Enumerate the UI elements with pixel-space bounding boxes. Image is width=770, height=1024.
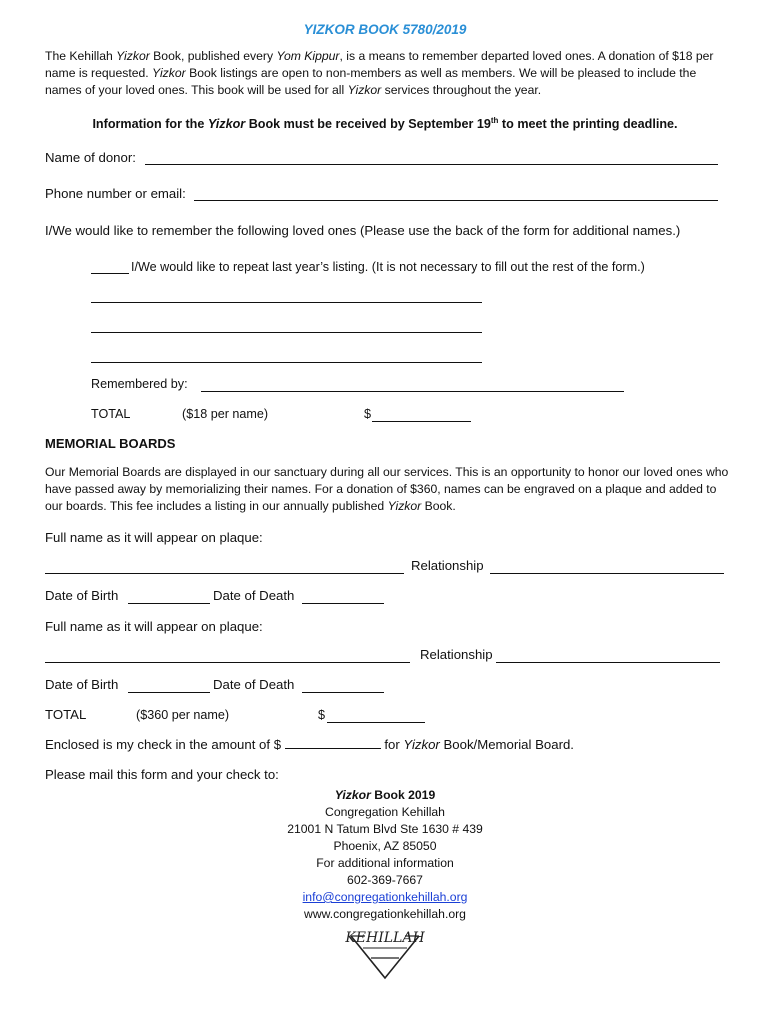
- email-link[interactable]: info@congregationkehillah.org: [302, 890, 468, 904]
- donor-field[interactable]: [145, 164, 718, 165]
- address-street: 21001 N Tatum Blvd Ste 1630 # 439: [287, 822, 483, 836]
- mail-label: Please mail this form and your check to:: [45, 767, 279, 782]
- fullname-field[interactable]: [45, 573, 404, 574]
- donor-label: Name of donor:: [45, 150, 136, 165]
- dod-label: Date of Death: [213, 677, 295, 692]
- deadline-notice: Information for the Yizkor Book must be received by September 19th to meet the printing deadline.: [92, 116, 678, 132]
- loved-one-line[interactable]: [91, 362, 482, 363]
- memorial-total-rate: ($360 per name): [136, 708, 230, 722]
- enclosed-text: Enclosed is my check in the amount of $ for Yizkor Book/Memorial Board.: [45, 737, 574, 752]
- dob-field[interactable]: [128, 692, 210, 693]
- memorial-boards-header: MEMORIAL BOARDS: [45, 436, 176, 451]
- total-rate: ($18 per name): [182, 407, 269, 421]
- address-org: Congregation Kehillah: [325, 805, 445, 819]
- check-amount-field[interactable]: [285, 737, 381, 749]
- memorial-paragraph: Our Memorial Boards are displayed in our sanctuary during all our services. This is an opportunity to honor our loved ones who have passed away by memorializing their names. For a donation of $360, names can be engraved on a plaque and added to our boards. This fee includes a listing in our annually published Yizkor Book.: [45, 465, 729, 513]
- dod-field[interactable]: [302, 603, 384, 604]
- relationship-label: Relationship: [411, 558, 484, 573]
- relationship-label: Relationship: [420, 647, 493, 662]
- remembered-by-field[interactable]: [201, 391, 624, 392]
- memorial-total-label: TOTAL: [45, 707, 87, 722]
- dod-field[interactable]: [302, 692, 384, 693]
- address-city: Phoenix, AZ 85050: [333, 839, 437, 853]
- remembered-by-label: Remembered by:: [91, 377, 188, 391]
- address-line-book: Yizkor Book 2019: [334, 788, 436, 802]
- phone-email-field[interactable]: [194, 200, 718, 201]
- dollar-sign: $: [318, 708, 326, 722]
- dob-field[interactable]: [128, 603, 210, 604]
- dollar-sign: $: [364, 407, 372, 421]
- repeat-checkbox-line[interactable]: [91, 273, 129, 274]
- memorial-amount-field[interactable]: [327, 722, 425, 723]
- repeat-text: I/We would like to repeat last year’s listing. (It is not necessary to fill out the rest of the form.): [131, 260, 645, 274]
- relationship-field[interactable]: [490, 573, 724, 574]
- page-title: YIZKOR BOOK 5780/2019: [303, 22, 467, 37]
- logo-icon: [345, 918, 425, 980]
- dob-label: Date of Birth: [45, 588, 119, 603]
- fullname-field[interactable]: [45, 662, 410, 663]
- relationship-field[interactable]: [496, 662, 720, 663]
- total-amount-field[interactable]: [372, 421, 471, 422]
- dob-label: Date of Birth: [45, 677, 119, 692]
- intro-paragraph: The Kehillah Yizkor Book, published every Yom Kippur, is a means to remember departed loved ones. A donation of $18 per name is requested. Yizkor Book listings are open to non-members as well as members. We will be pleased to include the names of your loved ones. This book will be used for all Yizkor services throughout the year.: [45, 49, 714, 97]
- phone-label: Phone number or email:: [45, 186, 186, 201]
- logo-text: KEHILLAH: [345, 930, 425, 946]
- total-label: TOTAL: [91, 407, 131, 421]
- phone-number: 602-369-7667: [347, 873, 423, 887]
- info-text: For additional information: [316, 856, 454, 870]
- loved-one-line[interactable]: [91, 332, 482, 333]
- website-text: www.congregationkehillah.org: [304, 907, 466, 921]
- remember-text: I/We would like to remember the following loved ones (Please use the back of the form for additional names.): [45, 223, 681, 238]
- fullname-label: Full name as it will appear on plaque:: [45, 530, 263, 545]
- dod-label: Date of Death: [213, 588, 295, 603]
- fullname-label: Full name as it will appear on plaque:: [45, 619, 263, 634]
- loved-one-line[interactable]: [91, 302, 482, 303]
- kehillah-logo: [345, 918, 425, 980]
